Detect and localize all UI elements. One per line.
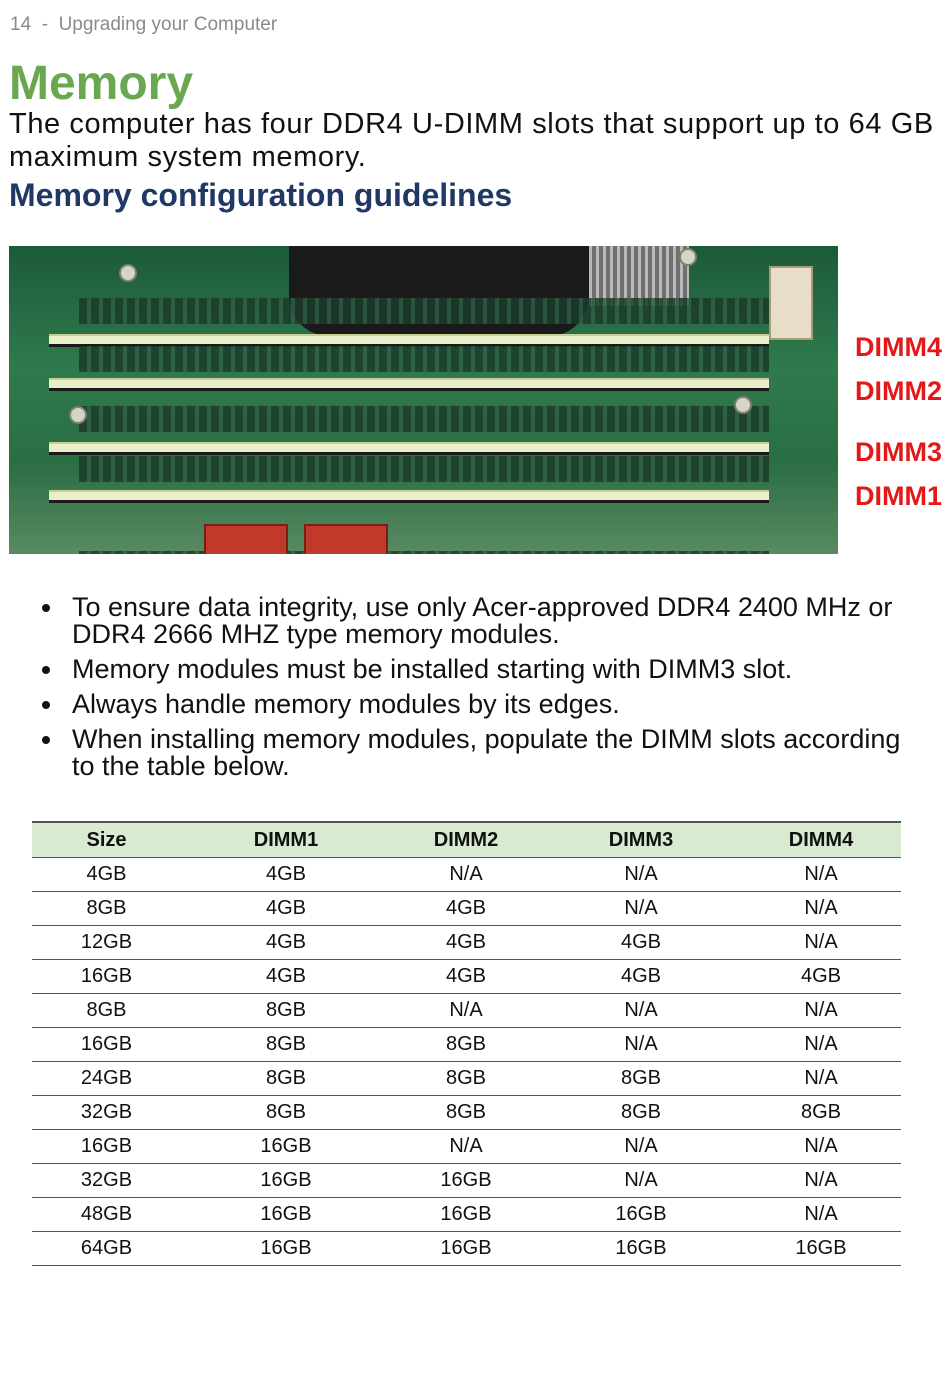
bullet-icon — [42, 736, 50, 744]
sata-connector — [304, 524, 388, 554]
guideline-text: Always handle memory modules by its edges. — [72, 689, 620, 719]
table-cell: N/A — [541, 1130, 741, 1164]
section-subtitle: Memory configuration guidelines — [9, 177, 513, 213]
table-cell: 64GB — [32, 1232, 181, 1266]
table-row — [32, 1130, 901, 1164]
slot-bed — [79, 406, 769, 432]
table-row — [32, 926, 901, 960]
table-row — [32, 1062, 901, 1096]
table-cell: 8GB — [541, 1096, 741, 1130]
table-cell: 8GB — [541, 1062, 741, 1096]
table-cell: N/A — [741, 994, 901, 1028]
table-cell: 48GB — [32, 1198, 181, 1232]
column-header-dimm2: DIMM2 — [391, 822, 541, 858]
table-cell: N/A — [741, 926, 901, 960]
table-row — [32, 1096, 901, 1130]
table-cell: N/A — [391, 858, 541, 892]
table-cell: N/A — [741, 1062, 901, 1096]
table-row — [32, 1028, 901, 1062]
table-cell: 32GB — [32, 1096, 181, 1130]
table-cell: N/A — [741, 1198, 901, 1232]
table-cell: 4GB — [181, 892, 391, 926]
table-cell: N/A — [541, 1164, 741, 1198]
table-cell: N/A — [741, 892, 901, 926]
memory-configuration-table — [32, 821, 901, 1266]
screw — [734, 396, 752, 414]
table-cell: N/A — [391, 994, 541, 1028]
page-title: Memory — [9, 57, 194, 110]
dimm2-slot — [49, 378, 769, 391]
sata-connector — [204, 524, 288, 554]
column-header-dimm1: DIMM1 — [181, 822, 391, 858]
guidelines-list — [34, 594, 924, 788]
table-cell: 32GB — [32, 1164, 181, 1198]
table-cell: 4GB — [181, 960, 391, 994]
slot-bed — [79, 456, 769, 482]
dimm3-label: DIMM3 — [855, 437, 942, 467]
table-cell: 8GB — [391, 1028, 541, 1062]
table-cell: 16GB — [391, 1232, 541, 1266]
dimm1-slot — [49, 490, 769, 503]
table-cell: 4GB — [541, 960, 741, 994]
table-cell: 4GB — [391, 926, 541, 960]
table-row — [32, 858, 901, 892]
table-cell: 16GB — [181, 1198, 391, 1232]
table-cell: 16GB — [181, 1232, 391, 1266]
table-row — [32, 892, 901, 926]
table-cell: N/A — [541, 1028, 741, 1062]
dimm1-label: DIMM1 — [855, 481, 942, 511]
list-item — [34, 691, 924, 718]
bullet-icon — [42, 701, 50, 709]
table-cell: 16GB — [181, 1130, 391, 1164]
table-cell: N/A — [741, 1028, 901, 1062]
table-cell: N/A — [741, 1164, 901, 1198]
intro-paragraph: The computer has four DDR4 U-DIMM slots that support up to 64 GB maximum system memory. — [9, 108, 934, 173]
column-header-dimm4: DIMM4 — [741, 822, 901, 858]
motherboard-photo — [9, 246, 838, 554]
column-header-dimm3: DIMM3 — [541, 822, 741, 858]
dimm2-label: DIMM2 — [855, 376, 942, 406]
table-cell: 4GB — [391, 892, 541, 926]
table-cell: N/A — [541, 892, 741, 926]
list-item — [34, 726, 924, 780]
power-connector — [769, 266, 813, 340]
table-cell: 8GB — [181, 1028, 391, 1062]
screw — [69, 406, 87, 424]
bullet-icon — [42, 604, 50, 612]
table-cell: 4GB — [391, 960, 541, 994]
screw — [679, 248, 697, 266]
table-cell: 16GB — [32, 960, 181, 994]
guideline-text: To ensure data integrity, use only Acer-approved DDR4 2400 MHz or DDR4 2666 MHZ type memory modules. — [72, 592, 893, 649]
table-cell: 8GB — [741, 1096, 901, 1130]
table-cell: 16GB — [32, 1130, 181, 1164]
table-row — [32, 960, 901, 994]
table-cell: 16GB — [741, 1232, 901, 1266]
list-item — [34, 594, 924, 648]
screw — [119, 264, 137, 282]
bullet-icon — [42, 666, 50, 674]
table-row — [32, 1232, 901, 1266]
table-cell: 16GB — [391, 1198, 541, 1232]
table-row — [32, 1198, 901, 1232]
table-header-row — [32, 822, 901, 858]
table-cell: 4GB — [181, 926, 391, 960]
table-cell: 8GB — [32, 892, 181, 926]
table-cell: 12GB — [32, 926, 181, 960]
table-cell: N/A — [541, 994, 741, 1028]
guideline-text: When installing memory modules, populate the DIMM slots according to the table below. — [72, 724, 901, 781]
table-cell: 8GB — [391, 1062, 541, 1096]
guideline-text: Memory modules must be installed starting with DIMM3 slot. — [72, 654, 793, 684]
table-cell: 4GB — [741, 960, 901, 994]
table-cell: 8GB — [32, 994, 181, 1028]
table-cell: 16GB — [32, 1028, 181, 1062]
slot-bed — [79, 551, 769, 554]
table-row — [32, 994, 901, 1028]
table-cell: 8GB — [181, 1096, 391, 1130]
table-cell: N/A — [741, 858, 901, 892]
table-cell: 16GB — [181, 1164, 391, 1198]
table-cell: 8GB — [391, 1096, 541, 1130]
dimm3-slot — [49, 442, 769, 455]
list-item — [34, 656, 924, 683]
dimm4-label: DIMM4 — [855, 332, 942, 362]
table-cell: N/A — [741, 1130, 901, 1164]
table-cell: 4GB — [181, 858, 391, 892]
table-cell: 8GB — [181, 1062, 391, 1096]
table-cell: 4GB — [32, 858, 181, 892]
table-cell: N/A — [391, 1130, 541, 1164]
slot-bed — [79, 346, 769, 372]
running-header: 14 - Upgrading your Computer — [10, 14, 278, 35]
slot-bed — [79, 298, 769, 324]
table-cell: 16GB — [391, 1164, 541, 1198]
table-cell: 16GB — [541, 1232, 741, 1266]
table-cell: N/A — [541, 858, 741, 892]
table-cell: 4GB — [541, 926, 741, 960]
table-row — [32, 1164, 901, 1198]
table-cell: 8GB — [181, 994, 391, 1028]
column-header-size: Size — [32, 822, 181, 858]
table-cell: 16GB — [541, 1198, 741, 1232]
table-cell: 24GB — [32, 1062, 181, 1096]
